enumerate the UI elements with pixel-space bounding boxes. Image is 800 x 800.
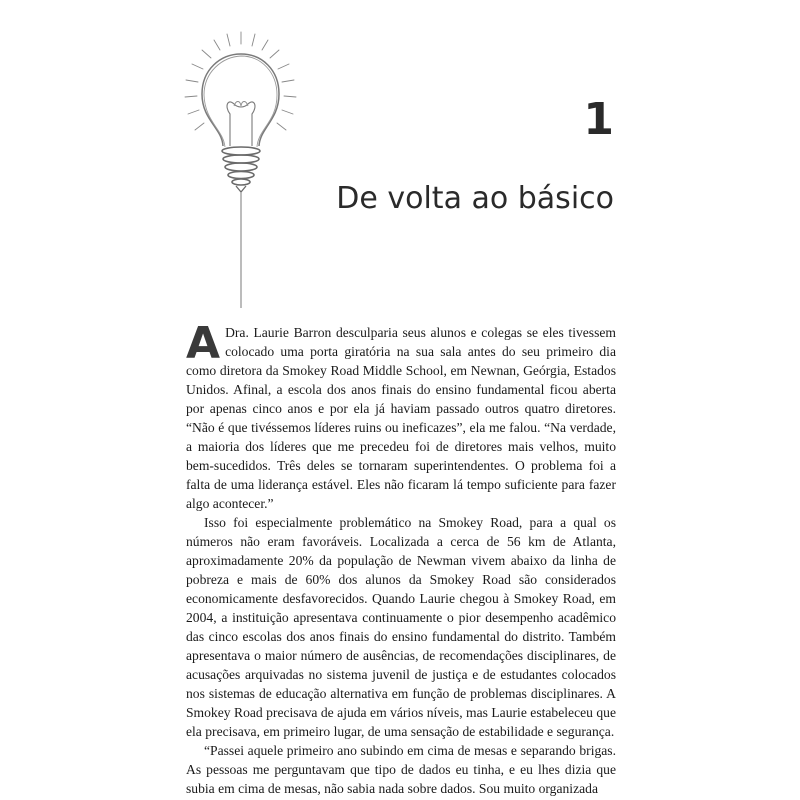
paragraph: Isso foi especialmente problemático na Smokey Road, para a qual os números não eram favoráveis. Localizada a cerca de 56 km de Atlanta, aproximadamente 20% da população de Newman vivem abaixo da linha de pobreza e mais de 60% dos alunos da Smokey Road são considerados economicamente desfavorecidos. Quando Laurie chegou à Smokey Road, em 2004, a instituição apresentava continuamente o pior desempenho acadêmico das cinco escolas dos anos finais do ensino fundamental do distrito. Também apresentava o maior número de ausências, de recomendações disciplinares, de acusações arquivadas no sistema juvenil de justiça e de estudantes colocados nos sistemas de educação alternativa em função de problemas disciplinares. A Smokey Road precisava de ajuda em vários níveis, mas Laurie estabeleceu que ela precisava, em primeiro lugar, de uma sensação de estabilidade e segurança. [186, 515, 616, 739]
paragraph-text: Dra. Laurie Barron desculparia seus alunos e colegas se eles tivessem colocado uma porta giratória na sua sala antes do seu primeiro dia como diretora da Smokey Road Middle School, em Newnan, Geórgia, Estados Unidos. Afinal, a escola dos anos finais do ensino fundamental ficou aberta por apenas cinco anos e por ela já haviam passado outros quatro diretores. “Não é que tivéssemos líderes ruins ou ineficazes”, ela me falou. “Na verdade, a maioria dos líderes que me precedeu foi de diretores mais velhos, muito bem-sucedidos. Três deles se tornaram superintendentes. O problema foi a falta de uma liderança estável. Eles não ficaram lá tempo suficiente para fazer algo acontecer.” [186, 325, 616, 511]
chapter-title: De volta ao básico [336, 181, 614, 216]
lightbulb-icon [178, 28, 298, 310]
body-text [186, 318, 616, 798]
drop-cap: A [186, 318, 221, 369]
chapter-number: 1 [583, 94, 614, 145]
paragraph: “Passei aquele primeiro ano subindo em cima de mesas e separando brigas. As pessoas me perguntavam que tipo de dados eu tinha, e eu lhes dizia que subia em cima de mesas, não sabia nada sobre dados. Sou muito organizada [186, 743, 616, 796]
paragraph [186, 318, 616, 513]
